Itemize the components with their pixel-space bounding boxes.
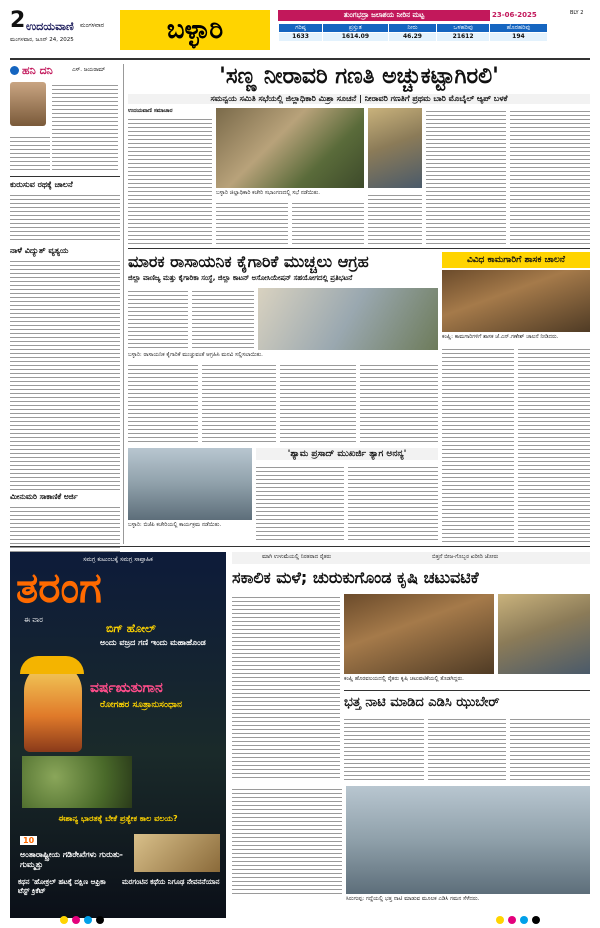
umbrella-icon [20, 656, 84, 674]
masthead [10, 10, 590, 54]
dam-value: 21612 [437, 33, 490, 42]
story5-photo-2 [498, 594, 590, 674]
date-line: ಮಂಗಳವಾರ, ಜೂನ್ 24, 2025 [10, 37, 74, 43]
ad-feature3: ಈಶಾನ್ಯ ಭಾರತಕ್ಕೆ ಬೇಕೆ ಪ್ರತ್ಯೇಕ ಕಾಲ ವಲಯ? [58, 814, 178, 823]
story6-body-col3 [510, 716, 590, 782]
fruits-image [22, 756, 132, 808]
registration-mark [60, 916, 68, 924]
dam-header: ಪ್ರಸ್ತುತ [323, 24, 389, 33]
brand-title: ಹನಿ ದನಿ [22, 64, 53, 77]
masthead-rule [10, 58, 590, 60]
lead-deck: ಸಮನ್ವಯ ಸಮಿತಿ ಸಭೆಯಲ್ಲಿ ಜಿಲ್ಲಾಧಿಕಾರಿ ಮಿಶ್ರಾ ಸೂಚನೆ | ನೀರಾವರಿ ಗಣತಿಗೆ ಪ್ರಥಮ ಬಾರಿ ಮೊಬೈಲ್ ಆ್ಯಪ್ ಬಳಕೆ [128, 94, 590, 104]
section-title: ಬಳ್ಳಾರಿ [166, 15, 224, 45]
story2-headline: ಮಾರಕ ರಾಸಾಯನಿಕ ಕೈಗಾರಿಕೆ ಮುಚ್ಚಲು ಆಗ್ರಹ [128, 252, 369, 271]
lead-photo-2 [368, 108, 422, 188]
ad-feature2b: ರೋಗಹರ ಸೂತ್ರಾನುಸಂಧಾನ [100, 700, 182, 710]
ad-feature4: ಅಂತಾರಾಷ್ಟ್ರೀಯ ಗಡಿರೇಖೆಗಳು ಗುರುತು-ಗುಮ್ಮತ್ತು [20, 850, 123, 869]
story3-photo [442, 270, 590, 332]
story5-kicker-bar [232, 552, 590, 564]
poem-text [52, 82, 118, 172]
dam-level-box [278, 10, 578, 54]
dam-value: 1633 [279, 33, 323, 42]
dam-table [278, 23, 548, 42]
intro-text [10, 134, 50, 172]
dateline-text: ಉದಯವಾಣಿ ಸಮಾಚಾರ [128, 108, 173, 114]
left-column [10, 64, 120, 542]
subhead-fishery: ಮೀನುಮರಿ ಸಾಕಾಣಿಕೆ ಅರ್ಜಿ [10, 492, 78, 501]
dam-header: ಒಳಹರಿವು [437, 24, 490, 33]
registration-mark [520, 916, 528, 924]
registration-mark [96, 916, 104, 924]
ad-feature1b: ಅಂದು ವಜ್ರದ ಗಣಿ ಇಂದು ಮಹಾಹೊಂಡ [100, 638, 206, 647]
lead-caption: ಬಳ್ಳಾರಿ ಜಿಲ್ಲಾಧಿಕಾರಿ ಕಚೇರಿ ಸಭಾಂಗಣದಲ್ಲಿ ಸಭೆ ನಡೆಯಿತು. [216, 190, 320, 196]
registration-strip [60, 916, 540, 924]
story2-body-col2 [192, 288, 254, 350]
story6-body-col1 [344, 716, 424, 782]
paper-name: ಉದಯವಾಣಿ [26, 20, 74, 33]
story5-kicker2: ಬಿತ್ತನೆ ಬೀಜ-ಗೊಬ್ಬರ ಖರೀದಿ ಜೋರು [432, 554, 499, 560]
registration-mark [84, 916, 92, 924]
byline: ಎಸ್. ಜಯರಾಮ್ [72, 67, 106, 73]
lead-dateline [128, 108, 212, 115]
story2-body-col4 [202, 362, 276, 444]
lead-headline: 'ಸಣ್ಣ ನೀರಾವರಿ ಗಣತಿ ಅಚ್ಚುಕಟ್ಟಾಗಿರಲಿ' [219, 64, 499, 89]
registration-mark [72, 916, 80, 924]
lead-body-col5 [426, 108, 506, 244]
registration-mark [508, 916, 516, 924]
divider [10, 176, 120, 177]
story3-body-col2 [518, 346, 590, 542]
story5-headline: ಸಕಾಲಿಕ ಮಳೆ; ಚುರುಕುಗೊಂಡ ಕೃಷಿ ಚಟುವಟಿಕೆ [232, 568, 479, 587]
dam-header: ಹೊರಹರಿವು [489, 24, 547, 33]
dam-date: 23-06-2025 [492, 11, 537, 19]
columnist-photo [10, 82, 50, 130]
ad-feature5: ಕಥನ 'ಹೋಕ್ರಲ್ ಹಟಕ್ಕೆ ದಕ್ಷಿಣ ಆಫ್ರಿಕಾ ಟೆಸ್ಟ್ ಕ್ರಿಕೆಟ್ [18, 878, 106, 895]
story5-kicker: ಮಾಗಿ ಉಳುಮೆಯಲ್ಲಿ ನಿರತರಾದ ರೈತರು [262, 554, 332, 560]
story4-headline: 'ಶ್ಯಾಮ ಪ್ರಸಾದ್ ಮುಖರ್ಜಿ ತ್ಯಾಗ ಅನನ್ಯ' [256, 448, 438, 460]
lead-body-col2 [216, 200, 288, 244]
story4-caption: ಬಳ್ಳಾರಿ: ಬಿಜೆಪಿ ಕಚೇರಿಯಲ್ಲಿ ಕಾರ್ಯಕ್ರಮ ನಡೆಯಿತು. [128, 522, 222, 528]
subhead-power: ನಾಳೆ ವಿದ್ಯುತ್ ವ್ಯತ್ಯಯ [10, 246, 69, 255]
story2-body-col1 [128, 288, 188, 350]
story5-photo [344, 594, 494, 674]
registration-mark [532, 916, 540, 924]
lead-photo [216, 108, 364, 188]
dam-value: 194 [489, 33, 547, 42]
story2-body-col5 [280, 362, 356, 444]
column-rule [123, 64, 124, 544]
dam-value: 46.29 [388, 33, 437, 42]
story6-body-col2 [428, 716, 506, 782]
dam-header: ಗರಿಷ್ಠ [279, 24, 323, 33]
ad-subtitle: ಈ ವಾರ [24, 616, 43, 624]
lead-body-col4 [368, 192, 422, 244]
edition-code: BLY 2 [570, 10, 584, 16]
registration-mark [496, 916, 504, 924]
dam-title: ತುಂಗಭದ್ರಾ ಜಲಾಶಯ ನೀರಿನ ಮಟ್ಟ [278, 10, 490, 21]
ad-feature1: ಬಿಗ್ ಹೋಲ್ [106, 622, 156, 635]
story2-caption: ಬಳ್ಳಾರಿ: ರಾಸಾಯನಿಕ ಕೈಗಾರಿಕೆ ಮುಚ್ಚುವಂತೆ ಆಗ್ರಹಿಸಿ ಮನವಿ ಸಲ್ಲಿಸಲಾಯಿತು. [128, 352, 263, 358]
story4-photo [128, 448, 252, 520]
story6-caption: ಸಿರುಗುಪ್ಪ: ಗದ್ದೆಯಲ್ಲಿ ಭತ್ತ ನಾಟಿ ಮಾಡುವ ಮೂಲಕ ಎಡಿಸಿ ಗಮನ ಸೆಳೆದರು. [346, 896, 480, 902]
news-briefs [232, 786, 342, 896]
lead-body-col1 [128, 116, 212, 244]
story3-caption: ಕಂಪ್ಲಿ: ಕಾಮಗಾರಿಗಳಿಗೆ ಶಾಸಕ ಜೆ.ಎನ್.ಗಣೇಶ್ ಚಾಲನೆ ನೀಡಿದರು. [442, 334, 559, 340]
story3-headline: ವಿವಿಧ ಕಾಮಗಾರಿಗೆ ಶಾಸಕ ಚಾಲನೆ [466, 255, 566, 265]
ad-brand: ತರಂಗ [16, 563, 102, 612]
ad-feature2: ವರ್ಷಋತುಗಾನ [90, 680, 163, 696]
section-banner [120, 10, 270, 50]
story2-body-col6 [360, 362, 438, 444]
story2-deck: ಜಿಲ್ಲಾ ವಾಣಿಜ್ಯ ಮತ್ತು ಕೈಗಾರಿಕಾ ಸಂಸ್ಥೆ, ಜಿಲ್ಲಾ ಕಾಟನ್ ಅಸೋಸಿಯೇಷನ್ ಸಹಯೋಗದಲ್ಲಿ ಪ್ರತಿಭಟನೆ [128, 274, 353, 282]
taranga-advert [10, 552, 226, 918]
ad-feature4-num: 10 [20, 836, 37, 845]
story4-body-col2 [348, 464, 438, 542]
divider [344, 690, 590, 691]
story4-body-col1 [256, 464, 344, 542]
child-illustration [24, 662, 82, 752]
edition-tag: ಮಂಗಳವಾರ [80, 22, 105, 29]
lead-body-col6 [510, 108, 590, 244]
divider [128, 248, 590, 249]
story5-caption: ಕಂಪ್ಲಿ ಹೊರವಲಯದಲ್ಲಿ ರೈತರು ಕೃಷಿ ಚಟುವಟಿಕೆಯಲ್ಲಿ ತೊಡಗಿದ್ದರು. [344, 676, 464, 682]
story3-banner [442, 252, 590, 268]
story2-body-col3 [128, 362, 198, 444]
story5-body-col1 [232, 594, 340, 780]
border-image [134, 834, 220, 872]
page-number: 2 [10, 8, 26, 33]
ad-tagline: ಸಮಗ್ರ ಕುಟುಂಬಕ್ಕೆ ಸಮಗ್ರ ಸಾಪ್ತಾಹಿಕ [83, 556, 153, 563]
story6-headline: ಭತ್ತ ನಾಟಿ ಮಾಡಿದ ಎಡಿಸಿ ಝುಬೇರ್ [344, 695, 500, 710]
story3-body-col1 [442, 346, 514, 542]
hani-dani-brand [10, 64, 120, 78]
story2-photo [258, 288, 438, 350]
divider [10, 546, 590, 547]
lead-body-col3 [292, 200, 364, 244]
dam-value: 1614.09 [323, 33, 389, 42]
power-text [10, 258, 120, 490]
subhead-chariot: ಕುರುಸುವ ರಥಕ್ಕೆ ಚಾಲನೆ [10, 180, 73, 189]
story6-photo [346, 786, 590, 894]
ad-feature6: ಮರಗಂಟಿನ ಕಥೆಯ ನಿಗೂಢ ನೇವನನೆಯಾನ [122, 878, 220, 886]
water-drop-icon [10, 66, 19, 75]
chariot-text [10, 192, 120, 242]
dam-header: ನೀರು [388, 24, 437, 33]
